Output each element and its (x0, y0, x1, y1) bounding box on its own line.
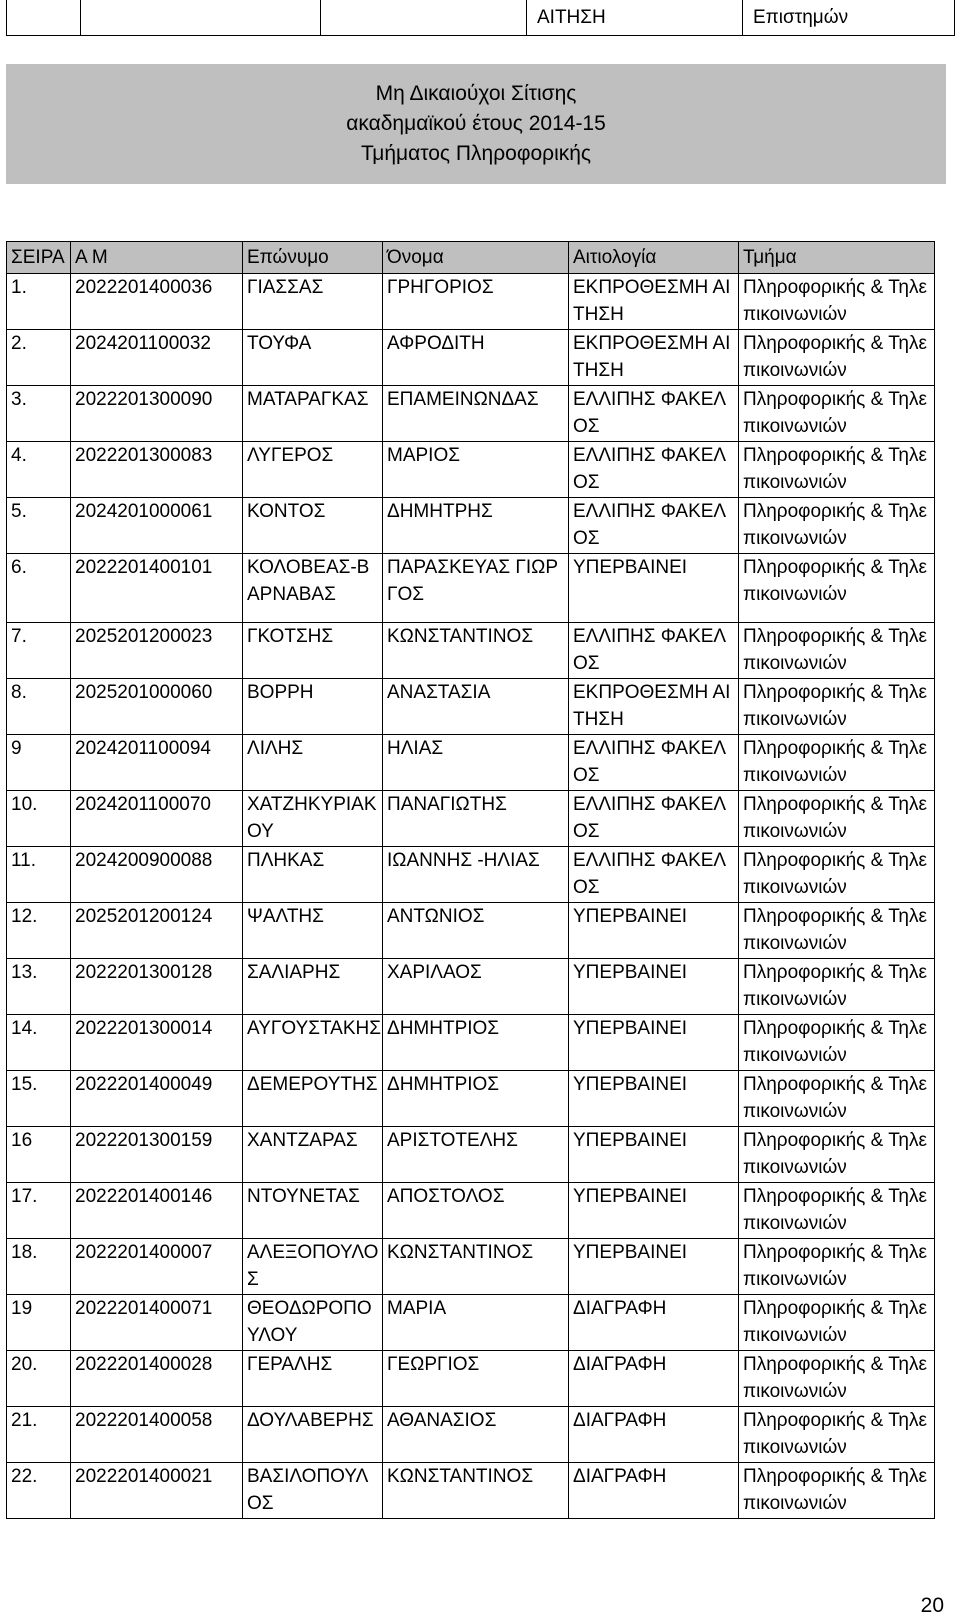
title-line-2: ακαδημαϊκού έτους 2014-15 (346, 112, 606, 135)
table-row (7, 1239, 935, 1295)
header-dept: Τμήμα (739, 242, 935, 274)
cell-surname: ΑΛΕΞΟΠΟΥΛΟΣ (243, 1239, 383, 1295)
cell-name: ΔΗΜΗΤΡΗΣ (383, 498, 569, 554)
prev-cell-4: Επιστημών (743, 0, 955, 36)
cell-name: ΓΕΩΡΓΙΟΣ (383, 1351, 569, 1407)
cell-am: 2025201000060 (71, 679, 243, 735)
prev-cell-2 (321, 0, 527, 36)
cell-name: ΓΡΗΓΟΡΙΟΣ (383, 274, 569, 330)
cell-am: 2022201400058 (71, 1407, 243, 1463)
cell-surname: ΓΕΡΑΛΗΣ (243, 1351, 383, 1407)
cell-seq: 14. (7, 1015, 71, 1071)
table-row (7, 554, 935, 623)
cell-dept: Πληροφορικής & Τηλεπικοινωνιών (739, 959, 935, 1015)
cell-reason: ΔΙΑΓΡΑΦΗ (569, 1351, 739, 1407)
cell-seq: 4. (7, 442, 71, 498)
cell-reason: ΥΠΕΡΒΑΙΝΕΙ (569, 1183, 739, 1239)
table-row (7, 1463, 935, 1519)
cell-seq: 17. (7, 1183, 71, 1239)
cell-reason: ΥΠΕΡΒΑΙΝΕΙ (569, 1127, 739, 1183)
cell-surname: ΛΙΛΗΣ (243, 735, 383, 791)
prev-cell-0 (7, 0, 81, 36)
cell-am: 2024200900088 (71, 847, 243, 903)
document-title (6, 64, 946, 184)
cell-dept: Πληροφορικής & Τηλεπικοινωνιών (739, 735, 935, 791)
cell-dept: Πληροφορικής & Τηλεπικοινωνιών (739, 1463, 935, 1519)
header-surname: Επώνυμο (243, 242, 383, 274)
table-row (7, 330, 935, 386)
table-row (7, 1407, 935, 1463)
header-am: Α Μ (71, 242, 243, 274)
cell-dept: Πληροφορικής & Τηλεπικοινωνιών (739, 442, 935, 498)
cell-seq: 3. (7, 386, 71, 442)
cell-dept: Πληροφορικής & Τηλεπικοινωνιών (739, 274, 935, 330)
cell-reason: ΕΛΛΙΠΗΣ ΦΑΚΕΛΟΣ (569, 847, 739, 903)
cell-name: ΔΗΜΗΤΡΙΟΣ (383, 1071, 569, 1127)
cell-dept: Πληροφορικής & Τηλεπικοινωνιών (739, 498, 935, 554)
cell-name: ΠΑΝΑΓΙΩΤΗΣ (383, 791, 569, 847)
cell-name: ΜΑΡΙΟΣ (383, 442, 569, 498)
cell-name: ΚΩΝΣΤΑΝΤΙΝΟΣ (383, 1239, 569, 1295)
cell-reason: ΕΛΛΙΠΗΣ ΦΑΚΕΛΟΣ (569, 386, 739, 442)
cell-name: ΑΠΟΣΤΟΛΟΣ (383, 1183, 569, 1239)
cell-name: ΜΑΡΙΑ (383, 1295, 569, 1351)
prev-cell-1 (81, 0, 321, 36)
cell-surname: ΝΤΟΥΝΕΤΑΣ (243, 1183, 383, 1239)
cell-seq: 13. (7, 959, 71, 1015)
cell-seq: 2. (7, 330, 71, 386)
cell-reason: ΕΚΠΡΟΘΕΣΜΗ ΑΙΤΗΣΗ (569, 330, 739, 386)
cell-surname: ΒΑΣΙΛΟΠΟΥΛΟΣ (243, 1463, 383, 1519)
cell-dept: Πληροφορικής & Τηλεπικοινωνιών (739, 386, 935, 442)
cell-surname: ΨΑΛΤΗΣ (243, 903, 383, 959)
table-header-row (7, 242, 935, 274)
cell-reason: ΥΠΕΡΒΑΙΝΕΙ (569, 1071, 739, 1127)
cell-dept: Πληροφορικής & Τηλεπικοινωνιών (739, 847, 935, 903)
cell-reason: ΥΠΕΡΒΑΙΝΕΙ (569, 1015, 739, 1071)
cell-surname: ΘΕΟΔΩΡΟΠΟΥΛΟΥ (243, 1295, 383, 1351)
prev-cell-3: ΑΙΤΗΣΗ (527, 0, 743, 36)
table-row (7, 1015, 935, 1071)
cell-seq: 16 (7, 1127, 71, 1183)
table-row (7, 679, 935, 735)
cell-surname: ΜΑΤΑΡΑΓΚΑΣ (243, 386, 383, 442)
cell-am: 2025201200023 (71, 623, 243, 679)
cell-name: ΑΝΑΣΤΑΣΙΑ (383, 679, 569, 735)
cell-surname: ΑΥΓΟΥΣΤΑΚΗΣ (243, 1015, 383, 1071)
cell-reason: ΔΙΑΓΡΑΦΗ (569, 1463, 739, 1519)
cell-am: 2022201400146 (71, 1183, 243, 1239)
cell-name: ΚΩΝΣΤΑΝΤΙΝΟΣ (383, 1463, 569, 1519)
header-name: Όνομα (383, 242, 569, 274)
table-row (7, 735, 935, 791)
cell-am: 2024201000061 (71, 498, 243, 554)
cell-am: 2022201400007 (71, 1239, 243, 1295)
cell-dept: Πληροφορικής & Τηλεπικοινωνιών (739, 679, 935, 735)
cell-name: ΧΑΡΙΛΑΟΣ (383, 959, 569, 1015)
cell-reason: ΥΠΕΡΒΑΙΝΕΙ (569, 1239, 739, 1295)
cell-dept: Πληροφορικής & Τηλεπικοινωνιών (739, 1239, 935, 1295)
cell-name: ΑΦΡΟΔΙΤΗ (383, 330, 569, 386)
cell-seq: 10. (7, 791, 71, 847)
cell-surname: ΧΑΤΖΗΚΥΡΙΑΚΟΥ (243, 791, 383, 847)
cell-dept: Πληροφορικής & Τηλεπικοινωνιών (739, 791, 935, 847)
cell-name: ΔΗΜΗΤΡΙΟΣ (383, 1015, 569, 1071)
cell-name: ΙΩΑΝΝΗΣ -ΗΛΙΑΣ (383, 847, 569, 903)
title-line-3: Τμήματος Πληροφορικής (360, 142, 592, 165)
cell-am: 2022201400036 (71, 274, 243, 330)
cell-seq: 8. (7, 679, 71, 735)
cell-am: 2022201400101 (71, 554, 243, 623)
cell-seq: 6. (7, 554, 71, 623)
cell-surname: ΤΟΥΦΑ (243, 330, 383, 386)
cell-reason: ΕΛΛΙΠΗΣ ΦΑΚΕΛΟΣ (569, 623, 739, 679)
cell-dept: Πληροφορικής & Τηλεπικοινωνιών (739, 330, 935, 386)
cell-surname: ΚΟΛΟΒΕΑΣ-ΒΑΡΝΑΒΑΣ (243, 554, 383, 623)
cell-am: 2022201400021 (71, 1463, 243, 1519)
previous-table-row (7, 0, 955, 36)
header-seq: ΣΕΙΡΑ (7, 242, 71, 274)
cell-name: ΠΑΡΑΣΚΕΥΑΣ ΓΙΩΡΓΟΣ (383, 554, 569, 623)
table-row (7, 791, 935, 847)
cell-seq: 15. (7, 1071, 71, 1127)
cell-dept: Πληροφορικής & Τηλεπικοινωνιών (739, 1127, 935, 1183)
cell-reason: ΕΚΠΡΟΘΕΣΜΗ ΑΙΤΗΣΗ (569, 679, 739, 735)
cell-surname: ΓΚΟΤΣΗΣ (243, 623, 383, 679)
cell-dept: Πληροφορικής & Τηλεπικοινωνιών (739, 1015, 935, 1071)
cell-dept: Πληροφορικής & Τηλεπικοινωνιών (739, 1351, 935, 1407)
cell-am: 2022201300159 (71, 1127, 243, 1183)
table-row (7, 1071, 935, 1127)
cell-reason: ΥΠΕΡΒΑΙΝΕΙ (569, 903, 739, 959)
cell-dept: Πληροφορικής & Τηλεπικοινωνιών (739, 623, 935, 679)
cell-reason: ΕΛΛΙΠΗΣ ΦΑΚΕΛΟΣ (569, 791, 739, 847)
cell-surname: ΔΕΜΕΡΟΥΤΗΣ (243, 1071, 383, 1127)
page-number: 20 (920, 1594, 944, 1617)
cell-surname: ΠΛΗΚΑΣ (243, 847, 383, 903)
cell-reason: ΕΛΛΙΠΗΣ ΦΑΚΕΛΟΣ (569, 498, 739, 554)
table-row (7, 386, 935, 442)
cell-reason: ΥΠΕΡΒΑΙΝΕΙ (569, 554, 739, 623)
cell-surname: ΛΥΓΕΡΟΣ (243, 442, 383, 498)
cell-dept: Πληροφορικής & Τηλεπικοινωνιών (739, 903, 935, 959)
cell-dept: Πληροφορικής & Τηλεπικοινωνιών (739, 1295, 935, 1351)
table-row (7, 623, 935, 679)
cell-reason: ΕΛΛΙΠΗΣ ΦΑΚΕΛΟΣ (569, 735, 739, 791)
table-row (7, 1295, 935, 1351)
cell-am: 2024201100070 (71, 791, 243, 847)
cell-am: 2022201300090 (71, 386, 243, 442)
cell-am: 2022201300083 (71, 442, 243, 498)
table-row (7, 903, 935, 959)
cell-seq: 5. (7, 498, 71, 554)
cell-reason: ΔΙΑΓΡΑΦΗ (569, 1295, 739, 1351)
cell-am: 2024201100032 (71, 330, 243, 386)
cell-am: 2022201400071 (71, 1295, 243, 1351)
cell-dept: Πληροφορικής & Τηλεπικοινωνιών (739, 1183, 935, 1239)
title-line-1: Μη Δικαιούχοι Σίτισης (375, 82, 577, 105)
cell-surname: ΚΟΝΤΟΣ (243, 498, 383, 554)
cell-am: 2022201400049 (71, 1071, 243, 1127)
cell-name: ΑΝΤΩΝΙΟΣ (383, 903, 569, 959)
cell-am: 2022201400028 (71, 1351, 243, 1407)
table-row (7, 1127, 935, 1183)
cell-seq: 22. (7, 1463, 71, 1519)
table-row (7, 498, 935, 554)
table-row (7, 847, 935, 903)
cell-reason: ΥΠΕΡΒΑΙΝΕΙ (569, 959, 739, 1015)
cell-surname: ΓΙΑΣΣΑΣ (243, 274, 383, 330)
cell-seq: 21. (7, 1407, 71, 1463)
cell-reason: ΕΚΠΡΟΘΕΣΜΗ ΑΙΤΗΣΗ (569, 274, 739, 330)
cell-seq: 11. (7, 847, 71, 903)
cell-surname: ΧΑΝΤΖΑΡΑΣ (243, 1127, 383, 1183)
cell-name: ΗΛΙΑΣ (383, 735, 569, 791)
cell-seq: 1. (7, 274, 71, 330)
header-reason: Αιτιολογία (569, 242, 739, 274)
table-row (7, 1183, 935, 1239)
cell-name: ΑΘΑΝΑΣΙΟΣ (383, 1407, 569, 1463)
cell-am: 2024201100094 (71, 735, 243, 791)
cell-am: 2022201300014 (71, 1015, 243, 1071)
cell-dept: Πληροφορικής & Τηλεπικοινωνιών (739, 1407, 935, 1463)
cell-name: ΕΠΑΜΕΙΝΩΝΔΑΣ (383, 386, 569, 442)
non-beneficiaries-table (6, 241, 935, 1519)
cell-am: 2025201200124 (71, 903, 243, 959)
table-row (7, 959, 935, 1015)
cell-surname: ΣΑΛΙΑΡΗΣ (243, 959, 383, 1015)
cell-seq: 9 (7, 735, 71, 791)
cell-seq: 7. (7, 623, 71, 679)
cell-seq: 12. (7, 903, 71, 959)
cell-dept: Πληροφορικής & Τηλεπικοινωνιών (739, 554, 935, 623)
cell-name: ΚΩΝΣΤΑΝΤΙΝΟΣ (383, 623, 569, 679)
cell-name: ΑΡΙΣΤΟΤΕΛΗΣ (383, 1127, 569, 1183)
previous-table-fragment (6, 0, 955, 36)
cell-dept: Πληροφορικής & Τηλεπικοινωνιών (739, 1071, 935, 1127)
table-row (7, 442, 935, 498)
cell-surname: ΒΟΡΡΗ (243, 679, 383, 735)
cell-am: 2022201300128 (71, 959, 243, 1015)
cell-seq: 20. (7, 1351, 71, 1407)
cell-surname: ΔΟΥΛΑΒΕΡΗΣ (243, 1407, 383, 1463)
cell-reason: ΕΛΛΙΠΗΣ ΦΑΚΕΛΟΣ (569, 442, 739, 498)
table-row (7, 1351, 935, 1407)
table-row (7, 274, 935, 330)
cell-seq: 18. (7, 1239, 71, 1295)
cell-seq: 19 (7, 1295, 71, 1351)
cell-reason: ΔΙΑΓΡΑΦΗ (569, 1407, 739, 1463)
